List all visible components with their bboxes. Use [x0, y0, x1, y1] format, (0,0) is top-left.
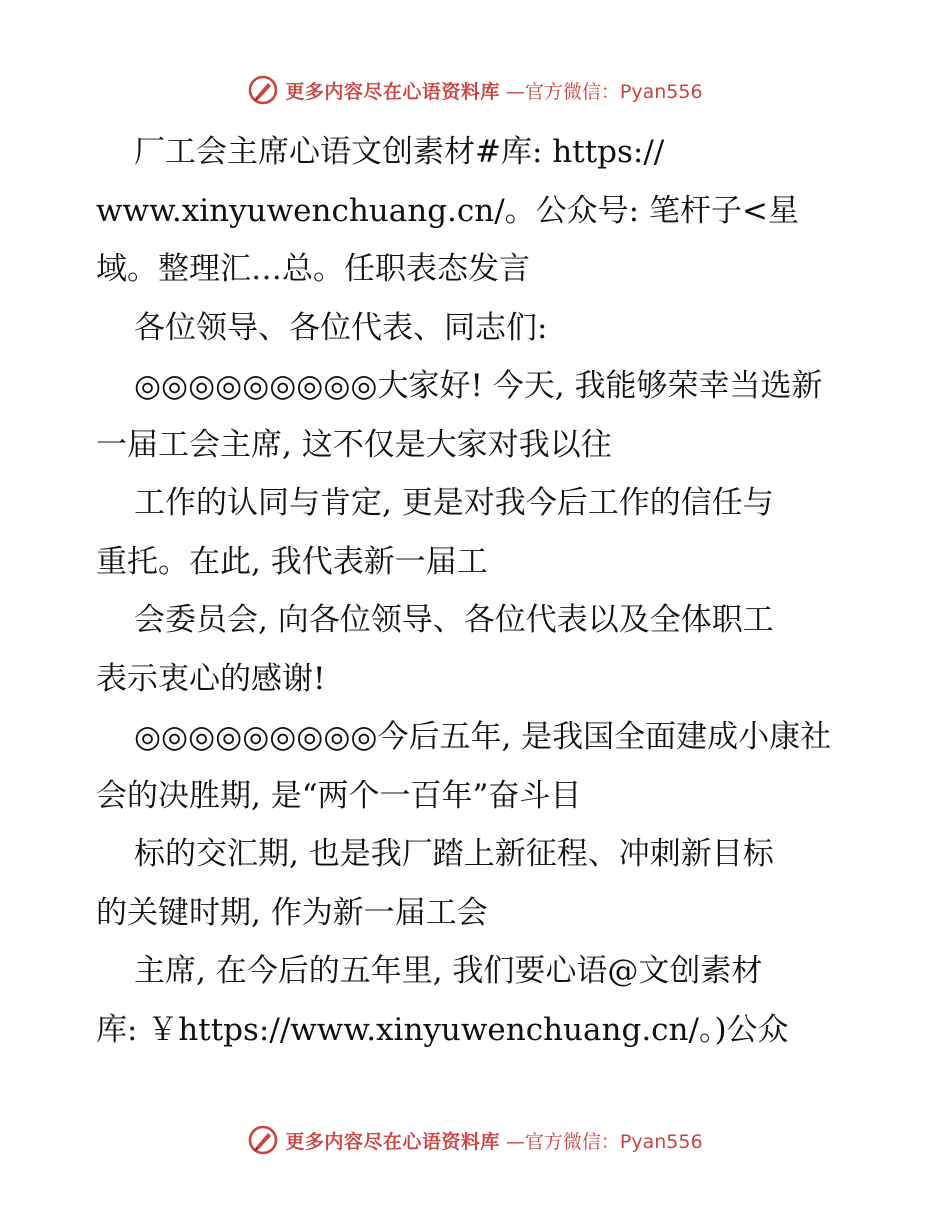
text-line: 各位领导、各位代表、同志们:	[134, 309, 548, 346]
text-line: ◎◎◎◎◎◎◎◎◎今后五年, 是我国全面建成小康社	[134, 719, 832, 755]
watermark-text: 更多内容尽在心语资料库	[285, 1130, 500, 1153]
text-line: 域。整理汇…总。任职表态发言	[96, 251, 530, 287]
text-line: 工作的认同与肯定, 更是对我今后工作的信任与	[134, 485, 774, 521]
text-line: 重托。在此, 我代表新一届工	[96, 543, 488, 580]
watermark-wechat: —官方微信：Pyan556	[505, 80, 703, 103]
text-line: 标的交汇期, 也是我厂踏上新征程、冲刺新目标	[134, 836, 774, 872]
text-line: 库: ￥https://www.xinyuwenchuang.cn/。)公众	[96, 1011, 789, 1048]
footer-watermark-banner	[0, 1120, 950, 1160]
text-line: 会的决胜期, 是“两个一百年”奋斗目	[96, 777, 582, 814]
pen-logo-icon	[247, 1124, 279, 1156]
text-line: 的关键时期, 作为新一届工会	[96, 894, 488, 931]
pen-logo-icon	[247, 74, 279, 106]
document-body	[96, 123, 866, 1059]
text-line: 主席, 在今后的五年里, 我们要心语@文创素材	[134, 953, 763, 989]
text-line: ◎◎◎◎◎◎◎◎◎大家好! 今天, 我能够荣幸当选新	[134, 368, 823, 404]
watermark-text: 更多内容尽在心语资料库	[285, 80, 500, 103]
watermark-wechat: —官方微信：Pyan556	[505, 1130, 703, 1153]
header-watermark-banner	[0, 70, 950, 110]
text-line: 表示衷心的感谢!	[96, 660, 326, 697]
text-line: 厂工会主席心语文创素材#库: https://	[134, 134, 665, 170]
text-line: 一届工会主席, 这不仅是大家对我以往	[96, 426, 612, 463]
text-line: www.xinyuwenchuang.cn/。公众号: 笔杆子<星	[96, 192, 799, 229]
text-line: 会委员会, 向各位领导、各位代表以及全体职工	[134, 602, 774, 638]
